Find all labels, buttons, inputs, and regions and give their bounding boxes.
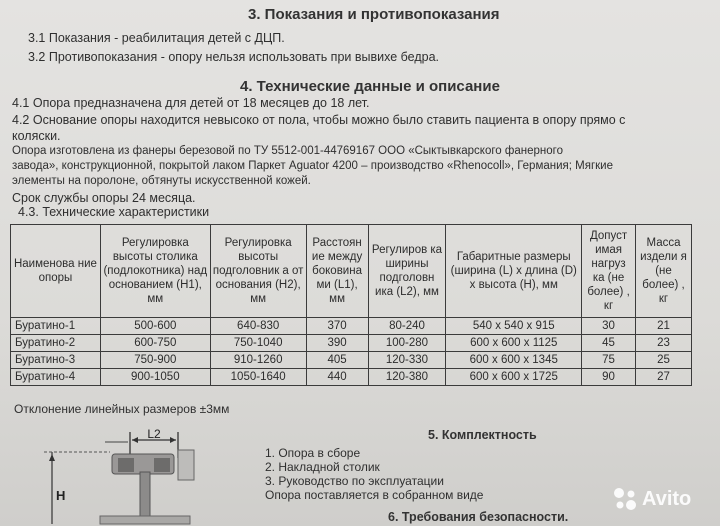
table-header-row: [11, 225, 692, 318]
table-cell: 640-830: [210, 318, 306, 335]
table-cell: 540 х 540 х 915: [446, 318, 582, 335]
header-h2: Регулировка высоты подголовник а от основания (Н2), мм: [210, 225, 306, 318]
table-row: [11, 318, 692, 335]
table-cell: 25: [636, 352, 692, 369]
section-3-item-2: 3.2 Противопоказания - опору нельзя использовать при вывихе бедра.: [28, 50, 440, 64]
table-row: [11, 369, 692, 386]
section-4-item-2-line-2: коляски.: [12, 129, 61, 143]
supply-note: Опора поставляется в собранном виде: [265, 488, 484, 502]
table-row: [11, 352, 692, 369]
header-mass: Масса издели я (не более) , кг: [636, 225, 692, 318]
header-l1: Расстоян ие между боковина ми (L1), мм: [306, 225, 368, 318]
section-5-list: [265, 446, 483, 502]
table-cell: Буратино-2: [11, 335, 101, 352]
service-life: Срок службы опоры 24 месяца.: [12, 191, 196, 205]
h-label: H: [56, 488, 66, 503]
table-cell: 750-1040: [210, 335, 306, 352]
table-cell: 21: [636, 318, 692, 335]
table-cell: Буратино-3: [11, 352, 101, 369]
table-cell: 405: [306, 352, 368, 369]
avito-watermark: [612, 484, 712, 514]
table-cell: 100-280: [368, 335, 446, 352]
table-cell: 75: [582, 352, 636, 369]
table-cell: 440: [306, 369, 368, 386]
support-diagram: [40, 428, 240, 526]
table-cell: 600 х 600 х 1725: [446, 369, 582, 386]
header-h1: Регулировка высоты столика (подлокотника) над основанием (Н1), мм: [100, 225, 210, 318]
l2-label: L2: [147, 428, 161, 441]
section-3-title: 3. Показания и противопоказания: [248, 6, 500, 23]
watermark-text: Avito: [642, 487, 692, 510]
section-6-title: 6. Требования безопасности.: [388, 510, 569, 524]
section-4-item-1: 4.1 Опора предназначена для детей от 18 месяцев до 18 лет.: [12, 96, 370, 110]
table-cell: 120-330: [368, 352, 446, 369]
table-cell: 750-900: [100, 352, 210, 369]
table-cell: 90: [582, 369, 636, 386]
table-cell: 910-1260: [210, 352, 306, 369]
list-item: 3. Руководство по эксплуатации: [265, 474, 444, 488]
table-row: [11, 335, 692, 352]
table-cell: Буратино-1: [11, 318, 101, 335]
list-item: 2. Накладной столик: [265, 460, 380, 474]
table-cell: 1050-1640: [210, 369, 306, 386]
table-cell: 600 х 600 х 1125: [446, 335, 582, 352]
header-load: Допуст имая нагруз ка (не более) , кг: [582, 225, 636, 318]
table-cell: 30: [582, 318, 636, 335]
section-5-title: 5. Комплектность: [428, 428, 537, 442]
description-line-3: элементы на поролоне, обтянуты искусственной кожей.: [12, 175, 311, 187]
table-cell: 600-750: [100, 335, 210, 352]
table-cell: 900-1050: [100, 369, 210, 386]
table-cell: 27: [636, 369, 692, 386]
table-cell: 80-240: [368, 318, 446, 335]
table-cell: 120-380: [368, 369, 446, 386]
table-cell: 45: [582, 335, 636, 352]
table-cell: 370: [306, 318, 368, 335]
specs-table: [10, 224, 692, 386]
table-cell: 600 х 600 х 1345: [446, 352, 582, 369]
header-name: Наименова ние опоры: [11, 225, 101, 318]
description-line-2: завода», конструкционной, покрытой лаком Паркет Aguator 4200 – производство «Rhenocoll», Германия; Мягкие: [12, 160, 613, 172]
section-4-item-2-line-1: 4.2 Основание опоры находится невысоко от пола, чтобы можно было ставить пациента в опору прямо с: [12, 113, 626, 127]
table-cell: 390: [306, 335, 368, 352]
header-dimensions: Габаритные размеры (ширина (L) х длина (D) х высота (Н), мм: [446, 225, 582, 318]
header-l2: Регулиров ка ширины подголовн ика (L2), мм: [368, 225, 446, 318]
description-line-1: Опора изготовлена из фанеры березовой по ТУ 5512-001-44769167 ООО «Сыктывкарского фанерного: [12, 145, 563, 157]
section-4-title: 4. Технические данные и описание: [240, 78, 500, 95]
table-cell: 23: [636, 335, 692, 352]
specs-title: 4.3. Технические характеристики: [18, 205, 210, 219]
section-3-item-1: 3.1 Показания - реабилитация детей с ДЦП.: [28, 31, 285, 45]
list-item: 1. Опора в сборе: [265, 446, 361, 460]
table-cell: Буратино-4: [11, 369, 101, 386]
table-cell: 500-600: [100, 318, 210, 335]
tolerance-note: Отклонение линейных размеров ±3мм: [14, 402, 230, 416]
avito-dots-icon: [612, 486, 638, 512]
